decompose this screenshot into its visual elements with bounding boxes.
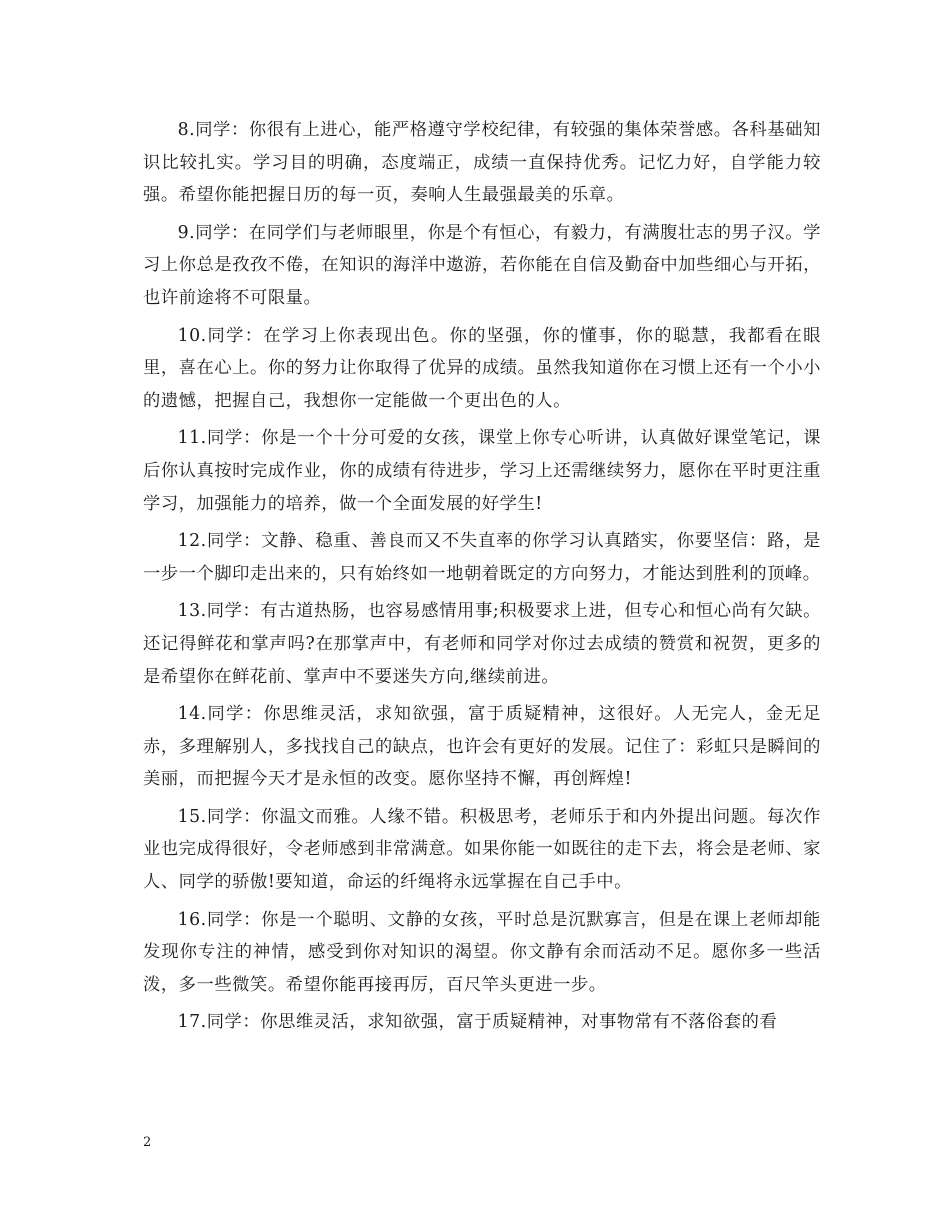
comment-paragraph-10: 10.同学：在学习上你表现出色。你的坚强，你的懂事，你的聪慧，我都看在眼里，喜在心上。你的努力让你取得了优异的成绩。虽然我知道你在习惯上还有一个小小的遗憾，把握自己，我想你一定能做一个更出色的人。	[143, 325, 821, 411]
comment-paragraph-8: 8.同学：你很有上进心，能严格遵守学校纪律，有较强的集体荣誉感。各科基础知识比较扎实。学习目的明确，态度端正，成绩一直保持优秀。记忆力好，自学能力较强。希望你能把握日历的每一页，奏响人生最强最美的乐章。	[143, 120, 821, 206]
document-body	[143, 114, 821, 1044]
comment-paragraph-17: 17.同学：你思维灵活，求知欲强，富于质疑精神，对事物常有不落俗套的看	[177, 1012, 778, 1033]
comment-paragraph-16: 16.同学：你是一个聪明、文静的女孩，平时总是沉默寡言，但是在课上老师却能发现你专注的神情，感受到你对知识的渴望。你文静有余而活动不足。愿你多一些活泼，多一些微笑。希望你能再接再厉，百尺竿头更进一步。	[143, 909, 821, 995]
comment-paragraph-9: 9.同学：在同学们与老师眼里，你是个有恒心，有毅力，有满腹壮志的男子汉。学习上你总是孜孜不倦，在知识的海洋中遨游，若你能在自信及勤奋中加些细心与开拓，也许前途将不可限量。	[143, 222, 821, 308]
comment-paragraph-15: 15.同学：你温文而雅。人缘不错。积极思考，老师乐于和内外提出问题。每次作业也完成得很好，令老师感到非常满意。如果你能一如既往的走下去，将会是老师、家人、同学的骄傲!要知道，命运的纤绳将永远掌握在自己手中。	[143, 806, 821, 893]
comment-paragraph-14: 14.同学：你思维灵活，求知欲强，富于质疑精神，这很好。人无完人，金无足赤，多理解别人，多找找自己的缺点，也许会有更好的发展。记住了：彩虹只是瞬间的美丽，而把握今天才是永恒的改变。愿你坚持不懈，再创辉煌!	[143, 704, 821, 790]
comment-paragraph-13: 13.同学：有古道热肠，也容易感情用事;积极要求上进，但专心和恒心尚有欠缺。还记得鲜花和掌声吗?在那掌声中，有老师和同学对你过去成绩的赞赏和祝贺，更多的是希望你在鲜花前、掌声中不要迷失方向,继续前进。	[143, 601, 821, 687]
page-number: 2	[143, 1135, 152, 1150]
comment-paragraph-11: 11.同学：你是一个十分可爱的女孩，课堂上你专心听讲，认真做好课堂笔记，课后你认真按时完成作业，你的成绩有待进步，学习上还需继续努力，愿你在平时更注重学习，加强能力的培养，做一个全面发展的好学生!	[143, 428, 821, 514]
comment-paragraph-12: 12.同学：文静、稳重、善良而又不失直率的你学习认真踏实，你要坚信：路，是一步一个脚印走出来的，只有始终如一地朝着既定的方向努力，才能达到胜利的顶峰。	[143, 531, 821, 584]
